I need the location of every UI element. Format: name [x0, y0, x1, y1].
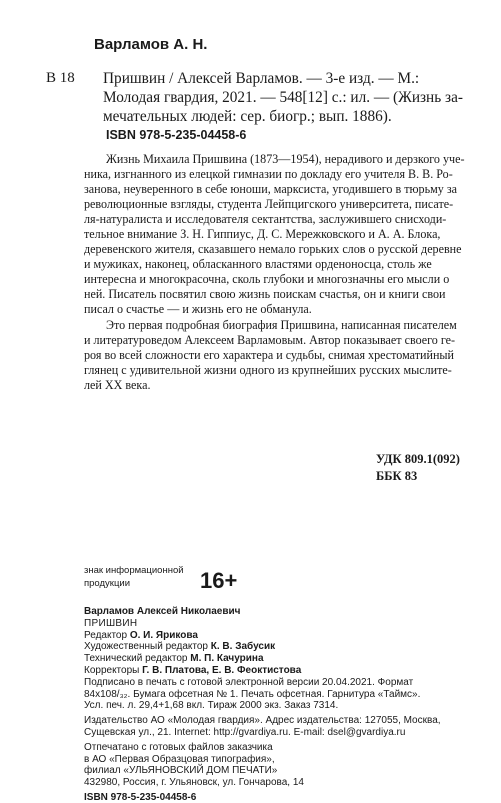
annotation-line: ней. Писатель посвятил свою жизнь поискам счастья, он и книги свои — [84, 287, 446, 301]
isbn-top: ISBN 978-5-235-04458-6 — [106, 128, 247, 142]
isbn-bottom: ISBN 978-5-235-04458-6 — [84, 792, 197, 803]
annotation-line: лей XX века. — [84, 378, 151, 392]
imprint-author: Варламов Алексей Николаевич — [84, 606, 241, 617]
age-rating-mark: 16+ — [200, 568, 238, 593]
annotation-line: и литературоведом Алексеем Варламовым. Автор показывает своего ге- — [84, 333, 456, 347]
print-info-line: Усл. печ. л. 29,4+1,68 вкл. Тираж 2000 экз. Заказ 7314. — [84, 700, 339, 712]
annotation-line: революционные взгляды, студента Лейпцигского университета, писате- — [84, 197, 454, 211]
udk-code: УДК 809.1(092) — [376, 452, 460, 466]
print-info-line: 84х108/₃₂. Бумага офсетная № 1. Печать офсетная. Гарнитура «Таймс». — [84, 688, 421, 700]
print-info-line: Подписано в печать с готовой электронной версии 20.04.2021. Формат — [84, 676, 414, 688]
printer-line: в АО «Первая Образцовая типография», — [84, 753, 275, 765]
credit-editor — [84, 630, 198, 641]
annotation-line: роя во всей сложности его характера и судьбы, снимая хрестоматийный — [84, 348, 455, 362]
credit-art-editor — [84, 641, 275, 652]
catalog-title-line: Молодая гвардия, 2021. — 548[12] с.: ил. — (Жизнь за- — [103, 89, 463, 106]
credit-tech-editor — [84, 653, 264, 664]
annotation-line: глянец с удивительной жизни одного из крупнейших русских мыслите- — [84, 363, 452, 377]
annotation-line: ника, изгнанного из елецкой гимназии по докладу его учителя В. В. Ро- — [84, 167, 453, 181]
credit-role: Корректоры — [84, 665, 140, 676]
imprint-title: ПРИШВИН — [84, 617, 138, 629]
credit-proofreaders — [84, 665, 301, 676]
printer-line: 432980, Россия, г. Ульяновск, ул. Гончарова, 14 — [84, 777, 304, 789]
catalog-author-heading: Варламов А. Н. — [94, 36, 208, 53]
credit-name: М. П. Качурина — [190, 653, 264, 665]
annotation-line: Это первая подробная биография Пришвина, написанная писателем — [106, 318, 457, 332]
annotation-line: занова, неуверенного в себе юноши, марксиста, угодившего в тюрьму за — [84, 182, 457, 196]
credit-role: Редактор — [84, 629, 128, 641]
annotation-line: тельное внимание З. Н. Гиппиус, Д. С. Мережковского и А. А. Блока, — [84, 227, 441, 241]
annotation-line: деревенского жителя, сказавшего немало горьких слов о русской деревне — [84, 242, 462, 256]
age-rating-caption: знак информационной продукции — [84, 565, 184, 589]
credit-name: К. В. Забусик — [210, 641, 276, 653]
catalog-title-line: мечательных людей: сер. биогр.; вып. 1886). — [103, 108, 392, 125]
credit-name: Г. В. Платова, Е. В. Феоктистова — [142, 665, 302, 676]
credit-name: О. И. Ярикова — [129, 629, 198, 641]
printer-line: филиал «УЛЬЯНОВСКИЙ ДОМ ПЕЧАТИ» — [84, 765, 278, 777]
annotation-line: и мужиках, наконец, обласканного властями орденоносца, столь же — [84, 257, 432, 271]
publisher-line: Сущевская ул., 21. Internet: http://gvardiya.ru. E-mail: dsel@gvardiya.ru — [84, 727, 406, 738]
bbk-index: В 18 — [46, 70, 75, 86]
annotation-line: ля-натуралиста и исследователя сектантства, заслужившего снисходи- — [84, 212, 447, 226]
annotation-line: Жизнь Михаила Пришвина (1873—1954), нерадивого и дерзкого уче- — [106, 152, 465, 166]
credit-role: Художественный редактор — [84, 641, 208, 653]
bbk-code: ББК 83 — [376, 469, 418, 483]
catalog-title-line: Пришвин / Алексей Варламов. — 3-е изд. — М.: — [103, 70, 420, 87]
printer-line: Отпечатано с готовых файлов заказчика — [84, 741, 273, 753]
annotation-line: писал о счастье — и жизнь его не обманула. — [84, 302, 312, 316]
publisher-line: Издательство АО «Молодая гвардия». Адрес издательства: 127055, Москва, — [84, 715, 441, 727]
credit-role: Технический редактор — [84, 653, 188, 665]
annotation-line: интересна и многокрасочна, сколь глубоки и многозначны его мысли о — [84, 272, 450, 286]
